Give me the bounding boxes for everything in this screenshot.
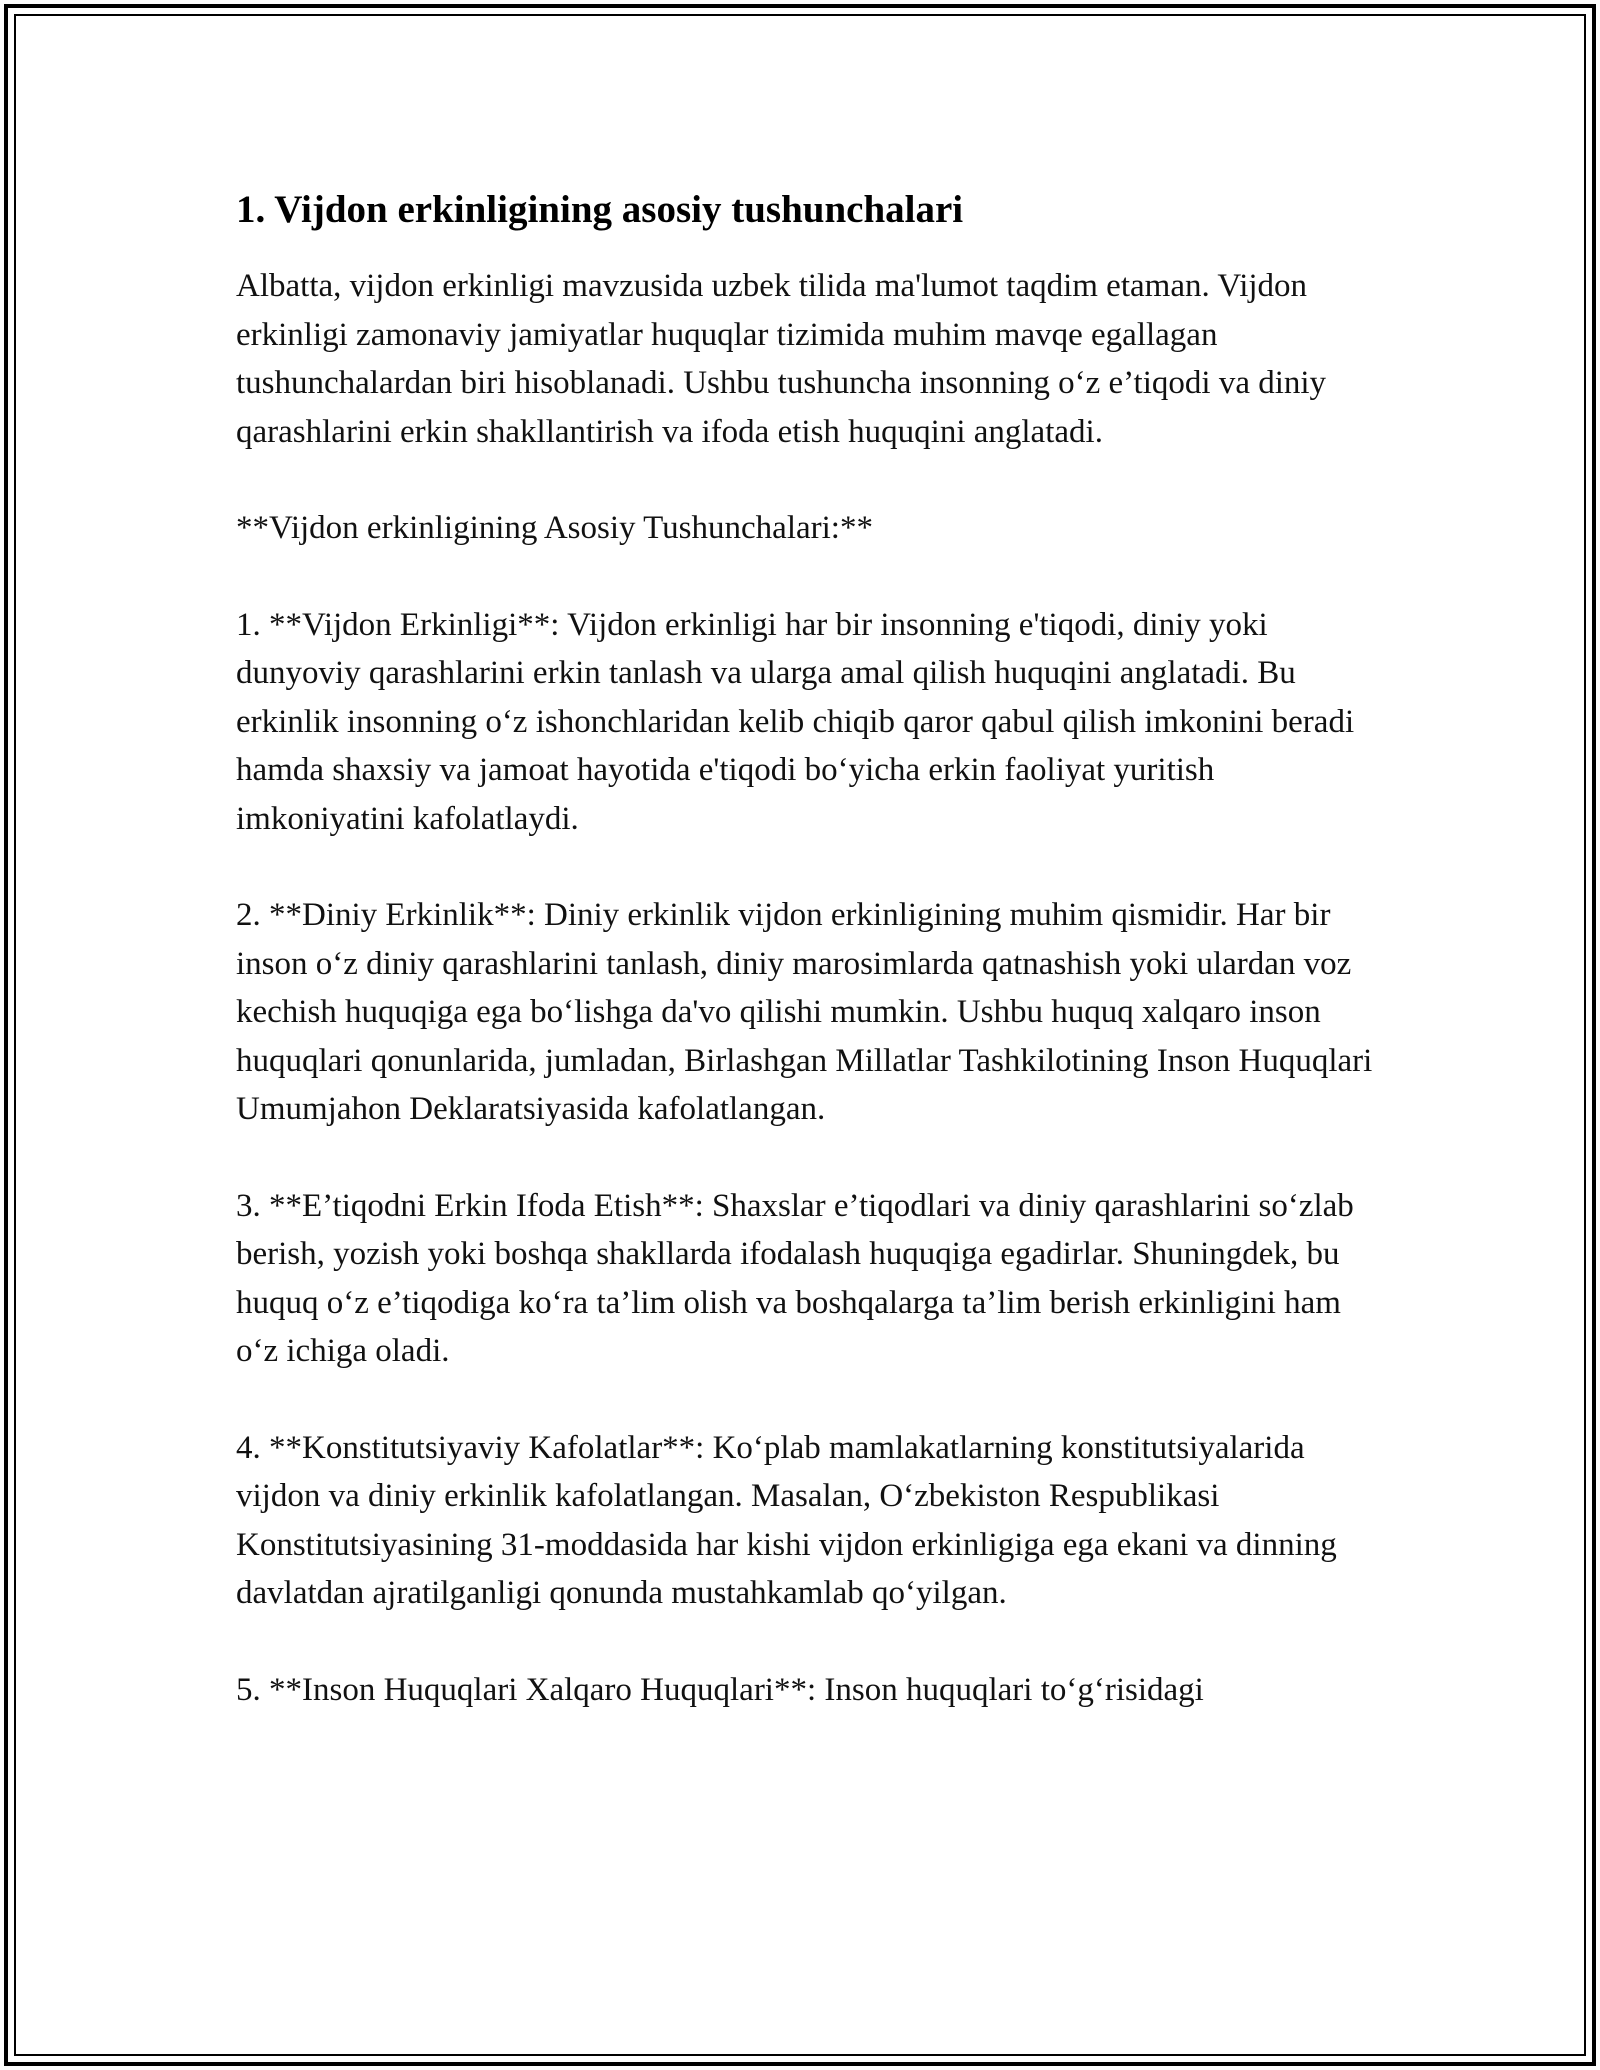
list-item-5: 5. **Inson Huquqlari Xalqaro Huquqlari**: Inson huquqlari to‘g‘risidagi [236,1671,1204,1708]
document-body [236,186,1376,1762]
section-heading: 1. Vijdon erkinligining asosiy tushunchalari [236,188,964,231]
list-item-4: 4. **Konstitutsiyaviy Kafolatlar**: Ko‘plab mamlakatlarning konstitutsiyalarida vijdon va diniy erkinlik kafolatlangan. Masalan, O‘zbekiston Respublikasi Konstitutsiyasining 31-moddasida har kishi vijdon erkinligiga ega ekani va dinning davlatdan ajratilganligi qonunda mustahkamlab qo‘yilgan. [236,1429,1337,1611]
list-item-1: 1. **Vijdon Erkinligi**: Vijdon erkinligi har bir insonning e'tiqodi, diniy yoki dunyoviy qarashlarini erkin tanlash va ularga amal qilish huquqini anglatadi. Bu erkinlik insonning o‘z ishonchlaridan kelib chiqib qaror qabul qilish imkonini beradi hamda shaxsiy va jamoat hayotida e'tiqodi bo‘yicha erkin faoliyat yuritish imkoniyatini kafolatlaydi. [236,606,1355,837]
list-item-3: 3. **E’tiqodni Erkin Ifoda Etish**: Shaxslar e’tiqodlari va diniy qarashlarini so‘zlab berish, yozish yoki boshqa shakllarda ifodalash huquqiga egadirlar. Shuningdek, bu huquq o‘z e’tiqodiga ko‘ra ta’lim olish va boshqalarga ta’lim berish erkinligini ham o‘z ichiga oladi. [236,1187,1354,1369]
list-item-2: 2. **Diniy Erkinlik**: Diniy erkinlik vijdon erkinligining muhim qismidir. Har bir inson o‘z diniy qarashlarini tanlash, diniy marosimlarda qatnashish yoki ulardan voz kechish huquqiga ega bo‘lishga da'vo qilishi mumkin. Ushbu huquq xalqaro inson huquqlari qonunlarida, jumladan, Birlashgan Millatlar Tashkilotining Inson Huquqlari Umumjahon Deklaratsiyasida kafolatlangan. [236,897,1373,1127]
intro-paragraph: Albatta, vijdon erkinligi mavzusida uzbek tilida ma'lumot taqdim etaman. Vijdon erkinligi zamonaviy jamiyatlar huquqlar tizimida muhim mavqe egallagan tushunchalardan biri hisoblanadi. Ushbu tushuncha insonning o‘z e’tiqodi va diniy qarashlarini erkin shakllantirish va ifoda etish huquqini anglatadi. [236,268,1327,450]
subheading-paragraph: **Vijdon erkinligining Asosiy Tushunchalari:** [236,510,873,546]
